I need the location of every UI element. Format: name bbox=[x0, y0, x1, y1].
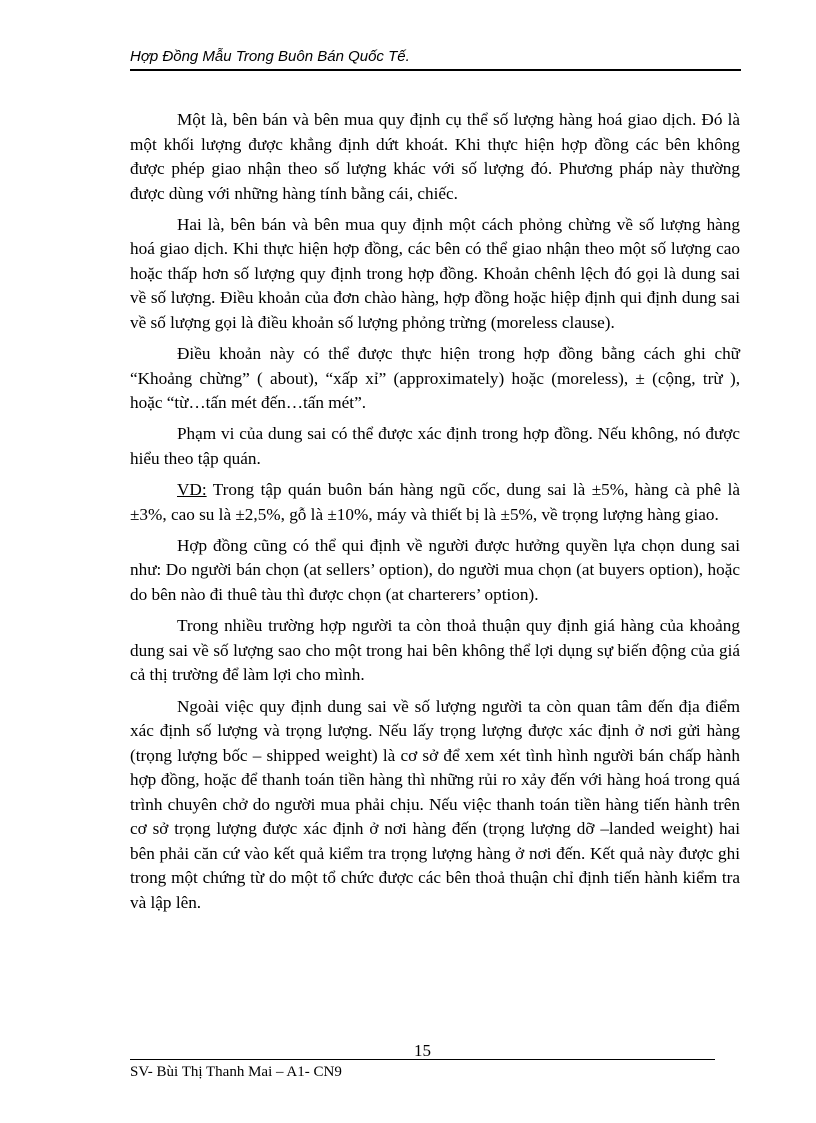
example-text: Trong tập quán buôn bán hàng ngũ cốc, dung sai là ±5%, hàng cà phê là ±3%, cao su là ±2,5%, gỗ là ±10%, máy và thiết bị là ±5%, về trọng lượng hàng giao. bbox=[130, 480, 740, 524]
paragraph-1: Một là, bên bán và bên mua quy định cụ thể số lượng hàng hoá giao dịch. Đó là một khối lượng được khẳng định dứt khoát. Khi thực hiện hợp đồng các bên không được phép giao nhận theo số lượng khác với số lượng đó. Phương pháp này thường được dùng với những hàng tính bằng cái, chiếc. bbox=[130, 110, 740, 203]
running-header bbox=[130, 47, 741, 71]
page-number: 15 bbox=[414, 1041, 431, 1060]
footer-author: SV- Bùi Thị Thanh Mai – A1- CN9 bbox=[130, 1064, 342, 1080]
header-title: Hợp Đồng Mẫu Trong Buôn Bán Quốc Tế. bbox=[130, 48, 410, 65]
paragraph-5 bbox=[130, 478, 740, 527]
paragraph-4: Phạm vi của dung sai có thể được xác định trong hợp đồng. Nếu không, nó được hiểu theo tập quán. bbox=[130, 424, 740, 468]
paragraph-6: Hợp đồng cũng có thể qui định về người được hưởng quyền lựa chọn dung sai như: Do người bán chọn (at sellers’ option), do người mua chọn (at buyers option), hoặc do bên nào đi thuê tàu thì được chọn (at charterers’ option). bbox=[130, 535, 740, 604]
paragraph-8: Ngoài việc quy định dung sai về số lượng người ta còn quan tâm đến địa điểm xác định số lượng và trọng lượng. Nếu lấy trọng lượng được xác định ở nơi gửi hàng (trọng lượng bốc – shipped weight) là cơ sở để xem xét tình hình người bán chấp hành hợp đồng, hoặc để thanh toán tiền hàng thì những rủi ro xảy đến với hàng hoá trong quá trình chuyên chở do người mua phải chịu. Nếu việc thanh toán tiền hàng tiến hành trên cơ sở trọng lượng được xác định ở nơi hàng đến (trọng lượng dỡ –landed weight) hai bên phải căn cứ vào kết quả kiểm tra trọng lượng hàng ở nơi đến. Kết quả này được ghi trong một chứng từ do một tổ chức được các bên thoả thuận chỉ định tiến hành kiểm tra và lập lên. bbox=[130, 696, 740, 912]
example-label: VD: bbox=[177, 480, 207, 500]
paragraph-2: Hai là, bên bán và bên mua quy định một cách phỏng chừng về số lượng hàng hoá giao dịch. Khi thực hiện hợp đồng, các bên có thể giao nhận theo một số lượng cao hoặc thấp hơn số lượng quy định trong hợp đồng. Khoản chênh lệch đó gọi là dung sai về số lượng. Điều khoản của đơn chào hàng, hợp đồng hoặc hiệp định qui định dung sai về số lượng gọi là điều khoản số lượng phỏng trừng (moreless clause). bbox=[130, 214, 740, 332]
paragraph-3: Điều khoản này có thể được thực hiện trong hợp đồng bằng cách ghi chữ “Khoảng chừng” ( about), “xấp xỉ” (approximately) hoặc (moreless), ± (cộng, trừ ), hoặc “từ…tấn mét đến…tấn mét”. bbox=[130, 344, 740, 413]
body-text bbox=[130, 108, 740, 922]
paragraph-7: Trong nhiều trường hợp người ta còn thoả thuận quy định giá hàng của khoảng dung sai về số lượng sao cho một trong hai bên không thể lợi dụng sự biến động của giá cả thị trường để làm lợi cho mình. bbox=[130, 616, 740, 685]
footer-divider bbox=[130, 1059, 715, 1060]
